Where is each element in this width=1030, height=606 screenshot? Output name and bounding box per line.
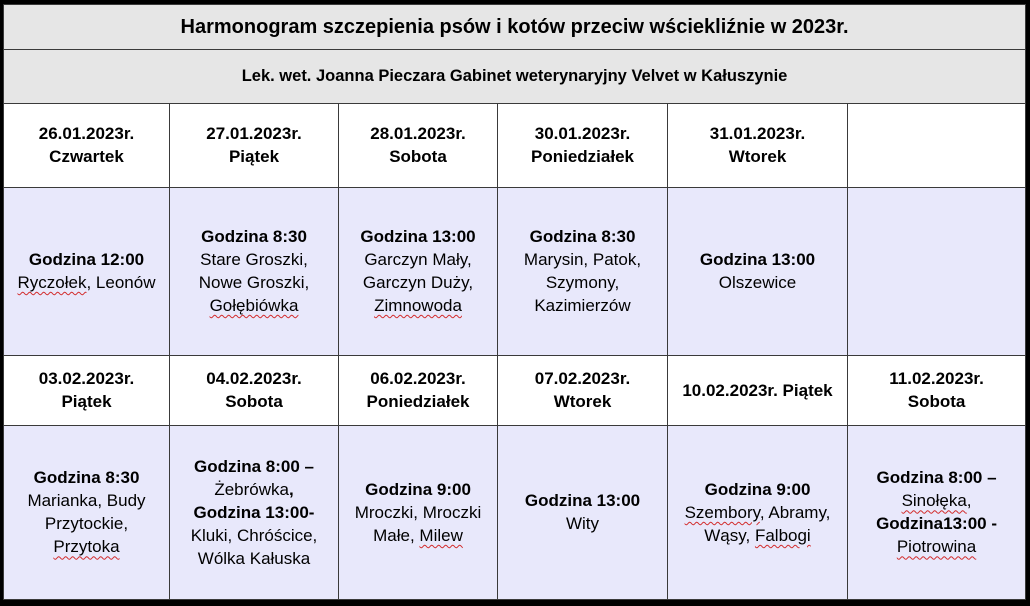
time: Godzina 13:00 xyxy=(360,227,476,247)
time: Godzina 9:00 xyxy=(704,479,811,499)
info-cell xyxy=(498,425,668,600)
info-cell xyxy=(170,187,339,355)
village: Kluki, Chróścice, xyxy=(190,525,318,545)
village: Olszewice xyxy=(718,273,797,293)
weekday: Sobota xyxy=(907,392,966,412)
date-cell xyxy=(4,103,170,187)
empty-info-cell xyxy=(848,187,1026,355)
time: Godzina 13:00- xyxy=(193,502,315,522)
separator: , xyxy=(966,491,972,511)
village: Małe, xyxy=(373,525,420,545)
schedule-table xyxy=(3,4,1026,600)
village: Sinołęka xyxy=(901,491,967,511)
village: Przytoka xyxy=(53,537,120,557)
date-cell xyxy=(170,355,339,425)
village: Marianka, Budy xyxy=(27,491,146,511)
time: Godzina 8:00 – xyxy=(876,468,997,488)
time: Godzina 13:00 xyxy=(524,491,641,511)
separator: , xyxy=(288,479,294,499)
date: 28.01.2023r. xyxy=(370,124,466,144)
village: , Abramy, xyxy=(759,502,831,522)
date-cell xyxy=(668,355,848,425)
village: , Leonów xyxy=(86,273,156,293)
village: Żebrówka xyxy=(214,479,289,499)
date: 07.02.2023r. xyxy=(534,369,631,389)
date-cell xyxy=(848,355,1026,425)
info-cell xyxy=(668,187,848,355)
weekday: Sobota xyxy=(225,392,283,412)
info-cell xyxy=(4,425,170,600)
date: 30.01.2023r. xyxy=(534,124,631,144)
village: Stare Groszki, xyxy=(200,250,308,270)
weekday: Piątek xyxy=(61,392,112,412)
date-cell xyxy=(668,103,848,187)
time: Godzina 8:00 – xyxy=(194,456,314,476)
date: 31.01.2023r. xyxy=(709,124,806,144)
village: Garczyn Mały, xyxy=(364,250,472,270)
info-cell xyxy=(498,187,668,355)
village: Mroczki, Mroczki xyxy=(354,502,482,522)
info-cell xyxy=(339,187,498,355)
info-row-2 xyxy=(4,425,1026,600)
village: Kazimierzów xyxy=(534,296,631,316)
date-cell xyxy=(339,103,498,187)
weekday: Piątek xyxy=(228,147,280,167)
info-cell xyxy=(170,425,339,600)
info-cell xyxy=(668,425,848,600)
village: Gołębiówka xyxy=(209,296,299,316)
date: 27.01.2023r. xyxy=(206,124,302,144)
village: Piotrowina xyxy=(896,537,977,557)
title-row xyxy=(4,5,1026,50)
date-cell xyxy=(339,355,498,425)
village: Garczyn Duży, xyxy=(362,273,474,293)
info-cell xyxy=(339,425,498,600)
village: Marysin, Patok, xyxy=(523,250,642,270)
date-row-1 xyxy=(4,103,1026,187)
date-row-2 xyxy=(4,355,1026,425)
clinic-subtitle: Lek. wet. Joanna Pieczara Gabinet weterynaryjny Velvet w Kałuszynie xyxy=(4,50,1026,103)
village: Szymony, xyxy=(545,273,620,293)
village: Falbogi xyxy=(754,525,811,545)
date-cell xyxy=(4,355,170,425)
info-row-1 xyxy=(4,187,1026,355)
time: Godzina 13:00 xyxy=(699,250,816,270)
date: 06.02.2023r. xyxy=(370,369,466,389)
date-cell xyxy=(170,103,339,187)
time: Godzina 9:00 xyxy=(365,479,471,499)
village: Milew xyxy=(419,525,463,545)
date: 04.02.2023r. xyxy=(206,369,302,389)
date: 03.02.2023r. xyxy=(38,369,135,389)
village: Przytockie, xyxy=(44,514,129,534)
page-title: Harmonogram szczepienia psów i kotów przeciw wściekliźnie w 2023r. xyxy=(4,5,1026,50)
village: Wity xyxy=(565,514,600,534)
village: Szembory xyxy=(684,502,760,522)
weekday: Poniedziałek xyxy=(531,147,634,167)
schedule-sheet xyxy=(3,4,1025,600)
time: Godzina 12:00 xyxy=(28,250,145,270)
weekday: Wtorek xyxy=(728,147,787,167)
village: Zimnowoda xyxy=(374,296,462,316)
village: Wólka Kałuska xyxy=(197,548,311,568)
date-cell xyxy=(498,355,668,425)
weekday: Poniedziałek xyxy=(366,392,470,412)
time: Godzina13:00 - xyxy=(876,514,997,534)
time: Godzina 8:30 xyxy=(529,227,636,247)
info-cell xyxy=(4,187,170,355)
info-cell xyxy=(848,425,1026,600)
time: Godzina 8:30 xyxy=(201,227,307,247)
date-cell xyxy=(498,103,668,187)
time: Godzina 8:30 xyxy=(33,468,140,488)
empty-date-cell xyxy=(848,103,1026,187)
villages xyxy=(6,271,167,294)
date: 11.02.2023r. xyxy=(889,369,984,389)
village: Wąsy, xyxy=(704,525,755,545)
weekday: Sobota xyxy=(389,147,447,167)
subtitle-row xyxy=(4,50,1026,103)
village: Ryczołek xyxy=(17,273,87,293)
village: Nowe Groszki, xyxy=(198,273,310,293)
weekday: Wtorek xyxy=(553,392,612,412)
date: 26.01.2023r. xyxy=(38,124,135,144)
weekday: Czwartek xyxy=(49,147,124,167)
date: 10.02.2023r. Piątek xyxy=(682,380,833,400)
